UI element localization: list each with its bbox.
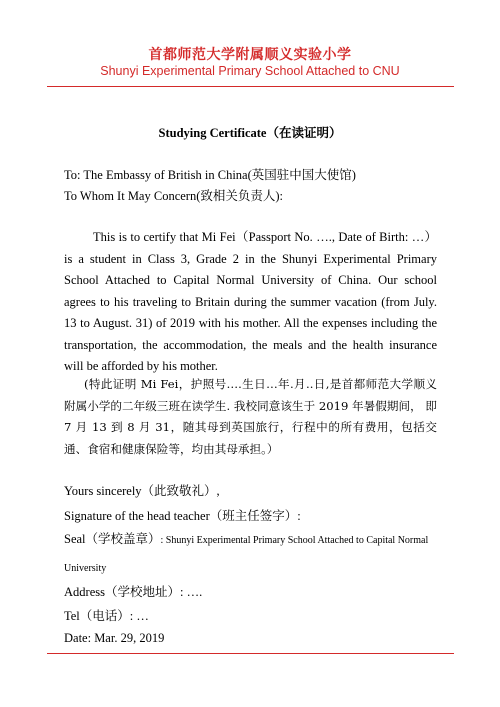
certificate-date: Date: Mar. 29, 2019 — [64, 631, 165, 645]
addressee-line-embassy: To: The Embassy of British in China(英国驻中国大使馆) — [64, 168, 356, 182]
document-title: Studying Certificate（在读证明） — [158, 126, 342, 140]
school-telephone-line: Tel（电话）: … — [64, 609, 149, 623]
seal-value: : Shunyi Experimental Primary School Attached to Capital Normal University — [64, 535, 429, 574]
seal-label: Seal（学校盖章） — [64, 532, 161, 546]
addressee-line-concern: To Whom It May Concern(致相关负责人): — [64, 189, 284, 203]
certificate-body-english: This is to certify that Mi Fei（Passport No. …., Date of Birth: …）is a student in Class 3, Grade 2 in the Shunyi Experimental Primary School Attached to Capital Normal University of China. Our school agrees to his traveling to Britain during the summer vacation (from July. 13 to August. 31) of 2019 with his mother. All the expenses including the transportation, the accommodation, the meals and the health insurance will be afforded by his mother. — [64, 230, 437, 373]
head-teacher-signature-line: Signature of the head teacher（班主任签字）: — [64, 509, 301, 523]
letterhead-divider — [47, 86, 454, 87]
school-address-line: Address（学校地址）: …. — [64, 585, 203, 599]
school-seal-line — [64, 526, 437, 582]
footer-divider — [47, 653, 454, 654]
certificate-body-chinese: (特此证明 Mi Fei，护照号….生日…年.月..日,是首都师范大学顺义附属小学的二年级三班在读学生. 我校同意该生于 2019 年暑假期间， 即 7 月 13 到 8 月 31，随其母到英国旅行，行程中的所有费用，包括交通、食宿和健康保险等，均由其母承担。） — [64, 377, 437, 456]
letterhead-name-cn: 首都师范大学附属顺义实验小学 — [148, 47, 352, 63]
letterhead-name-en: Shunyi Experimental Primary School Attached to CNU — [100, 64, 400, 78]
closing-sincerely: Yours sincerely（此致敬礼）, — [64, 484, 220, 498]
